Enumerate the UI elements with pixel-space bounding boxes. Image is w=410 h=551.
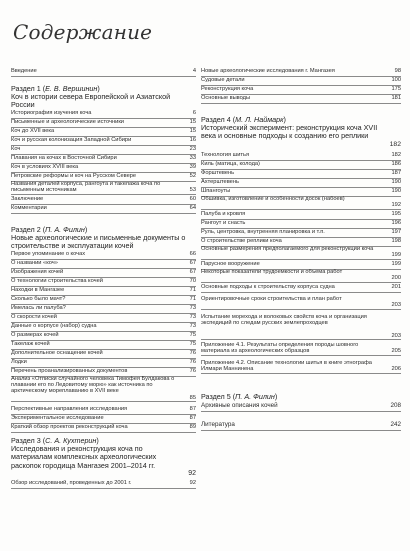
toc-row[interactable] — [11, 204, 196, 214]
toc-row-text: Лодки — [11, 359, 27, 365]
toc-row-text: Плавания на кочах в Восточной Сибири — [11, 155, 117, 161]
toc-row[interactable] — [201, 401, 401, 412]
toc-row-text: Петровские реформы и коч на Русском Севере — [11, 173, 137, 179]
toc-row[interactable] — [201, 420, 401, 431]
section-heading — [201, 393, 381, 401]
toc-row[interactable] — [11, 67, 196, 77]
toc-row-text: Изображения кочей — [11, 269, 64, 275]
toc-row-text: Реконструкция коча — [201, 86, 254, 92]
toc-row-text: Перечень проанализированных документов — [11, 368, 128, 374]
toc-row-page: 71 — [189, 287, 196, 293]
toc-row-text: Имелась ли палуба? — [11, 305, 66, 311]
toc-row-page: 60 — [189, 196, 196, 202]
toc-row-text: Шпангоуты — [201, 188, 231, 194]
section-author: П. А. Филин — [45, 225, 85, 234]
toc-row-text: Заключение — [11, 196, 44, 202]
toc-row-page: 175 — [391, 86, 401, 92]
toc-row-page: 242 — [390, 421, 401, 428]
toc-row[interactable] — [201, 283, 401, 293]
toc-row-page: 186 — [391, 161, 401, 167]
toc-row-page: 85 — [189, 394, 196, 401]
toc-row-text: Приложение 4.2. Описание технологии шитья в книге этнографа Илмари Маннинена — [201, 360, 372, 373]
toc-row[interactable] — [201, 360, 401, 374]
toc-row-text: Дополнительное оснащение кочей — [11, 350, 103, 356]
toc-row-text: Краткий обзор проектов реконструкций коча — [11, 424, 128, 430]
right-column — [201, 0, 401, 551]
toc-row-text: Новые археологические исследования г. Мангазея — [201, 68, 335, 74]
toc-row-text: Палуба и кровля — [201, 211, 246, 217]
toc-row-page: 76 — [189, 350, 196, 356]
toc-row-page: 190 — [391, 179, 401, 185]
toc-row-text: Письменные и археологические источники — [11, 119, 124, 125]
toc-row-text: Технология шитья — [201, 152, 250, 158]
section-number-close: ) — [84, 225, 88, 234]
toc-row-page: 6 — [192, 110, 196, 116]
toc-row-text: Коч до XVII века — [11, 128, 55, 134]
toc-row-page: 205 — [391, 348, 401, 355]
toc-row-text: Некоторые показатели трудоемкости и объема работ — [201, 269, 343, 275]
toc-row-page: 203 — [391, 332, 401, 339]
toc-row-page: 76 — [189, 368, 196, 374]
toc-row-text: Основные выводы — [201, 95, 251, 101]
section-author: Е. В. Вершинин — [45, 84, 98, 93]
section-heading — [11, 85, 191, 110]
toc-row-page: 15 — [189, 119, 196, 125]
section-number: Раздел 2 ( — [11, 225, 46, 234]
toc-row-text: Парусное вооружение — [201, 261, 260, 267]
toc-row-page: 203 — [391, 302, 401, 309]
section-number-close: ) — [283, 115, 286, 124]
toc-row-page: 201 — [391, 284, 401, 290]
toc-row-text: О названии «коч» — [11, 260, 58, 266]
toc-row-page: 197 — [391, 229, 401, 235]
toc-row-text: Введение — [11, 68, 37, 74]
section-page: 182 — [389, 141, 401, 148]
toc-row-text: Коч и русская колонизация Западной Сибири — [11, 137, 132, 143]
section-author: П. А. Филин — [235, 392, 275, 401]
toc-row-page: 76 — [189, 359, 196, 365]
toc-row[interactable] — [201, 269, 401, 283]
section-author: М. Л. Наймарк — [235, 115, 284, 124]
section-heading — [11, 226, 195, 251]
toc-row-page: 73 — [189, 305, 196, 311]
toc-row-page: 182 — [391, 152, 401, 158]
toc-row-text: Анализ «Отписки случайного человека Тимофея Булдакова о плавании его по Ледовитому морю» как источника по арктическому мореплаванию в XVII веке — [11, 376, 175, 395]
toc-row-text: Руль, центровка, внутренняя планировка и т.п. — [201, 229, 325, 235]
toc-row[interactable] — [201, 94, 401, 104]
toc-row-text: Комментарии — [11, 205, 47, 211]
toc-row-page: 4 — [192, 68, 196, 74]
toc-row-page: 16 — [189, 137, 196, 143]
toc-row-text: Судовые детали — [201, 77, 245, 83]
toc-row-text: Основные подходы к строительству корпуса судна — [201, 284, 335, 290]
toc-row[interactable] — [11, 181, 196, 195]
toc-row-text: Обзор исследований, проведенных до 2001 г. — [11, 480, 132, 486]
toc-row-page: 187 — [391, 170, 401, 176]
toc-row-text: Литература — [201, 421, 235, 428]
toc-row-page: 66 — [189, 251, 196, 257]
toc-row-page: 73 — [189, 323, 196, 329]
toc-row[interactable] — [11, 376, 196, 402]
toc-row-page: 87 — [189, 415, 196, 421]
toc-row-text: Перспективные направления исследования — [11, 406, 128, 412]
section-number: Раздел 5 ( — [201, 392, 236, 401]
section-number-close: ) — [96, 436, 99, 445]
toc-row-text: Данные о корпусе (набор) судна — [11, 323, 97, 329]
toc-row-text: О скорости кочей — [11, 314, 57, 320]
toc-row[interactable] — [201, 296, 401, 310]
section-number-close: ) — [97, 84, 100, 93]
toc-row-page: 89 — [189, 424, 196, 430]
toc-row-text: Киль (матица, колода) — [201, 161, 260, 167]
section-number: Раздел 3 ( — [11, 436, 46, 445]
section-heading — [201, 116, 381, 141]
toc-row-page: 195 — [391, 211, 401, 217]
toc-row-page: 71 — [189, 296, 196, 302]
toc-row-text: Сколько было мачт? — [11, 296, 66, 302]
toc-row-page: 73 — [189, 314, 196, 320]
toc-row-page: 75 — [189, 332, 196, 338]
toc-row-text: Испытание морехода и волоковых свойств коча и организация экспедиций по следам русских землепроходцев — [201, 314, 367, 327]
toc-row[interactable] — [201, 246, 401, 260]
toc-row[interactable] — [11, 479, 196, 489]
toc-row[interactable] — [11, 423, 196, 433]
toc-row-text: Ахтерштевень — [201, 179, 239, 185]
section-title: Коч в истории севера Европейской и Азиатской России — [11, 92, 171, 110]
toc-row-page: 15 — [189, 128, 196, 134]
toc-row-text: Находки в Мангазее — [11, 287, 65, 293]
toc-row[interactable] — [201, 196, 401, 210]
toc-row-page: 208 — [390, 402, 401, 409]
toc-row-page: 52 — [189, 173, 196, 179]
section-title: Исследования и реконструкция коча по материалам комплексных археологических раскопок городища Мангазея 2001–2014 гг. — [11, 444, 157, 470]
toc-row-text: Архивные описания кочей — [201, 402, 278, 409]
toc-row-page: 87 — [189, 406, 196, 412]
toc-row-text: Форштевень — [201, 170, 235, 176]
toc-row-text: Экспериментальное исследование — [11, 415, 104, 421]
toc-row-page: 98 — [394, 68, 401, 74]
section-title: Исторический эксперимент: реконструкция коча XVII века и основные подходы к созданию его реплики — [201, 123, 378, 141]
toc-row-page: 190 — [391, 188, 401, 194]
toc-row[interactable] — [201, 342, 401, 356]
toc-row-page: 75 — [189, 341, 196, 347]
left-column — [11, 0, 196, 551]
section-number: Раздел 4 ( — [201, 115, 236, 124]
toc-row-page: 92 — [189, 480, 196, 486]
toc-row-text: Коч — [11, 146, 21, 152]
toc-row-page: 53 — [189, 187, 196, 194]
section-number: Раздел 1 ( — [11, 84, 46, 93]
section-heading — [11, 437, 195, 470]
section-page: 92 — [188, 470, 196, 477]
toc-row-page: 67 — [189, 260, 196, 266]
toc-row-page: 196 — [391, 220, 401, 226]
toc-row-text: Названия деталей корпуса, рангоута и такелажа коча по письменным источникам — [11, 181, 161, 194]
toc-row-page: 199 — [391, 261, 401, 267]
toc-row-page: 33 — [189, 155, 196, 161]
toc-row-page: 199 — [391, 252, 401, 259]
page-title: Содержание — [13, 20, 153, 44]
toc-row-page: 70 — [189, 278, 196, 284]
toc-row-text: О строительстве реплики коча — [201, 238, 282, 244]
toc-row-text: Первое упоминание о кочах — [11, 251, 86, 257]
toc-row-page: 100 — [391, 77, 401, 83]
toc-row[interactable] — [201, 314, 401, 340]
toc-row-page: 198 — [391, 238, 401, 244]
toc-row-text: Обшивка, изготовление и особенности досок (набоев) — [201, 196, 345, 202]
toc-row-text: Приложение 4.1. Результаты определения породы шовного материала из археологических образцов — [201, 342, 359, 355]
toc-row-text: Такелаж кочей — [11, 341, 50, 347]
toc-row-page: 192 — [391, 202, 401, 209]
toc-row-text: Основные размерения предполагаемого для реконструкции коча — [201, 246, 374, 252]
section-title: Новые археологические и письменные документы о строительстве и эксплуатации кочей — [11, 233, 186, 251]
section-author: С. А. Кухтерин — [45, 436, 97, 445]
toc-row-text: Ориентировочные сроки строительства и план работ — [201, 296, 342, 302]
toc-row-page: 200 — [391, 275, 401, 282]
toc-row-page: 23 — [189, 146, 196, 152]
toc-row-text: Историография изучения коча — [11, 110, 92, 116]
toc-row-page: 39 — [189, 164, 196, 170]
toc-row-page: 181 — [391, 95, 401, 101]
toc-row-page: 64 — [189, 205, 196, 211]
toc-row-text: Коч в условиях XVIII века — [11, 164, 79, 170]
toc-row-text: О технологии строительства кочей — [11, 278, 103, 284]
toc-row-text: Рангоут и снасть — [201, 220, 246, 226]
toc-row-page: 67 — [189, 269, 196, 275]
toc-row-page: 206 — [391, 366, 401, 373]
toc-row-text: О размерах кочей — [11, 332, 59, 338]
section-number-close: ) — [274, 392, 278, 401]
